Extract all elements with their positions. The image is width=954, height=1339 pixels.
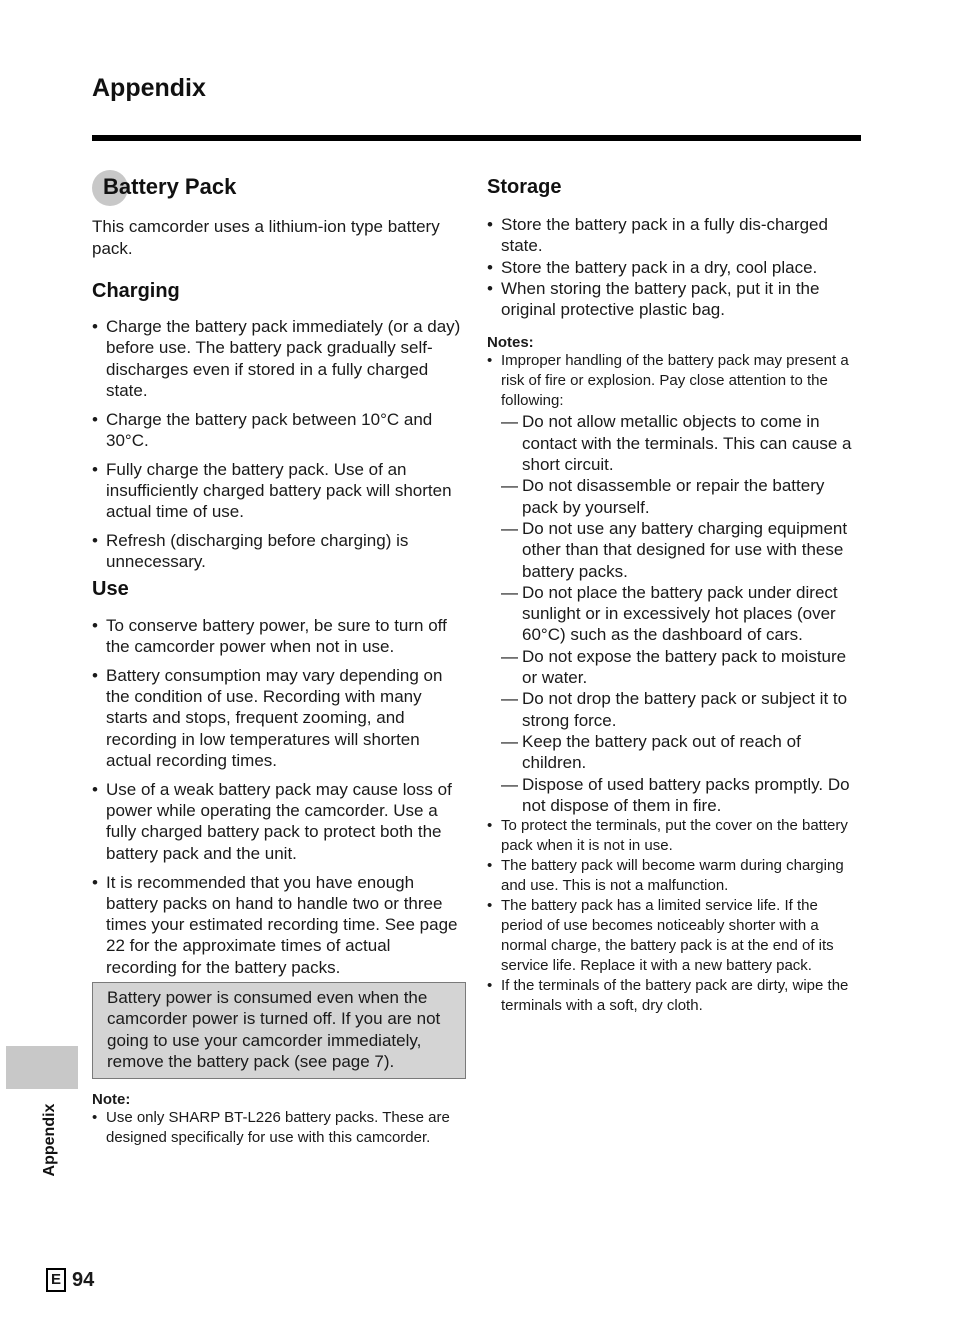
section-title: Battery Pack — [103, 174, 237, 199]
notes-label: Notes: — [487, 334, 534, 352]
language-badge: E — [46, 1268, 66, 1292]
list-item: • When storing the battery pack, put it in the original protective plastic bag. — [487, 278, 820, 320]
list-item: — Keep the battery pack out of reach of children. — [501, 731, 801, 773]
section-heading — [92, 170, 466, 208]
list-item: — Do not expose the battery pack to moisture or water. — [501, 646, 847, 688]
list-item: • Charge the battery pack immediately (or a day) before use. The battery pack gradually self-discharges even if stored in a fully charged state. — [92, 317, 461, 400]
note-list — [92, 1108, 466, 1148]
list-item: • Use only SHARP BT-L226 battery packs. These are designed specifically for use with this camcorder. — [92, 1109, 450, 1147]
intro-text: This camcorder uses a lithium-ion type battery pack. — [92, 217, 440, 258]
page-number: 94 — [72, 1268, 95, 1291]
list-item: • Battery consumption may vary depending on the condition of use. Recording with many starts and stops, frequent zooming, and recording in low temperatures will shorten actual recording times. — [92, 665, 443, 771]
list-item: • If the terminals of the battery pack are dirty, wipe the terminals with a soft, dry cloth. — [487, 977, 849, 1015]
side-tab — [6, 1046, 78, 1089]
charging-heading: Charging — [92, 280, 180, 302]
list-item: • Store the battery pack in a fully dis-charged state. — [487, 215, 828, 256]
list-item: — Dispose of used battery packs promptly. Do not dispose of them in fire. — [501, 774, 850, 815]
list-item: — Do not drop the battery pack or subject it to strong force. — [501, 689, 848, 730]
list-item: — Do not disassemble or repair the battery pack by yourself. — [501, 476, 825, 517]
page-title: Appendix — [92, 74, 206, 102]
notice-box: Battery power is consumed even when the camcorder power is turned off. If you are not going to use your camcorder immediately, remove the battery pack (see page 7). — [92, 982, 466, 1079]
charging-list — [92, 316, 466, 573]
list-item: • The battery pack will become warm during charging and use. This is not a malfunction. — [487, 857, 844, 895]
list-item: • Store the battery pack in a dry, cool place. — [487, 257, 818, 277]
precaution-list — [501, 411, 861, 816]
list-item: • Charge the battery pack between 10°C and 30°C. — [92, 409, 433, 450]
storage-heading: Storage — [487, 176, 562, 198]
storage-list — [487, 214, 861, 320]
list-item: • Fully charge the battery pack. Use of an insufficiently charged battery pack will shorten actual time of use. — [92, 459, 452, 522]
left-column — [92, 170, 466, 1148]
right-column — [487, 170, 861, 1016]
title-rule — [92, 135, 861, 141]
side-label: Appendix — [41, 1103, 58, 1177]
list-item: • To protect the terminals, put the cover on the battery pack when it is not in use. — [487, 817, 848, 855]
use-list — [92, 615, 466, 978]
list-item: • Use of a weak battery pack may cause loss of power while operating the camcorder. Use a fully charged battery pack to protect both the battery pack and the unit. — [92, 779, 452, 863]
list-item: • To conserve battery power, be sure to turn off the camcorder power when not in use. — [92, 615, 447, 657]
list-item: • Refresh (discharging before charging) is unnecessary. — [92, 531, 409, 572]
use-heading: Use — [92, 577, 129, 600]
list-item: — Do not place the battery pack under direct sunlight or in excessively hot places (over 60°C) such as the dashboard of cars. — [501, 582, 838, 645]
note-label: Note: — [92, 1091, 131, 1109]
list-item: — Do not use any battery charging equipment other than that designed for use with these battery packs. — [501, 518, 848, 581]
list-item: • The battery pack has a limited service life. If the period of use becomes noticeably shorter with a normal charge, the battery pack is at the end of its service life. Replace it with a new battery pack. — [487, 897, 834, 975]
list-item: • It is recommended that you have enough battery packs on hand to handle two or three times your estimated recording time. See page 22 for the approximate times of actual recording for the battery packs. — [92, 872, 458, 977]
page-footer — [46, 1268, 94, 1292]
list-item: — Do not allow metallic objects to come in contact with the terminals. This can cause a short circuit. — [501, 412, 852, 475]
notes-list — [487, 351, 861, 1016]
list-item: • Improper handling of the battery pack may present a risk of fire or explosion. Pay close attention to the following: — Do not allow metallic objects to come in contact with the terminals. This can cause a short circuit. — Do not disassemble or repair the battery pack by yourself. — Do not use any battery charging equipment other than that designed for use with these battery packs. — Do not place the battery pack under direct sunlight or in excessively hot places (over 60°C) such as the dashboard of cars. — Do not expose the battery pack to moisture or water. — Do not drop the battery pack or subject it to strong force. — Keep the battery pack out of reach of children. — Dispose of used battery packs promptly. Do not dispose of them in fire. — [487, 351, 861, 816]
